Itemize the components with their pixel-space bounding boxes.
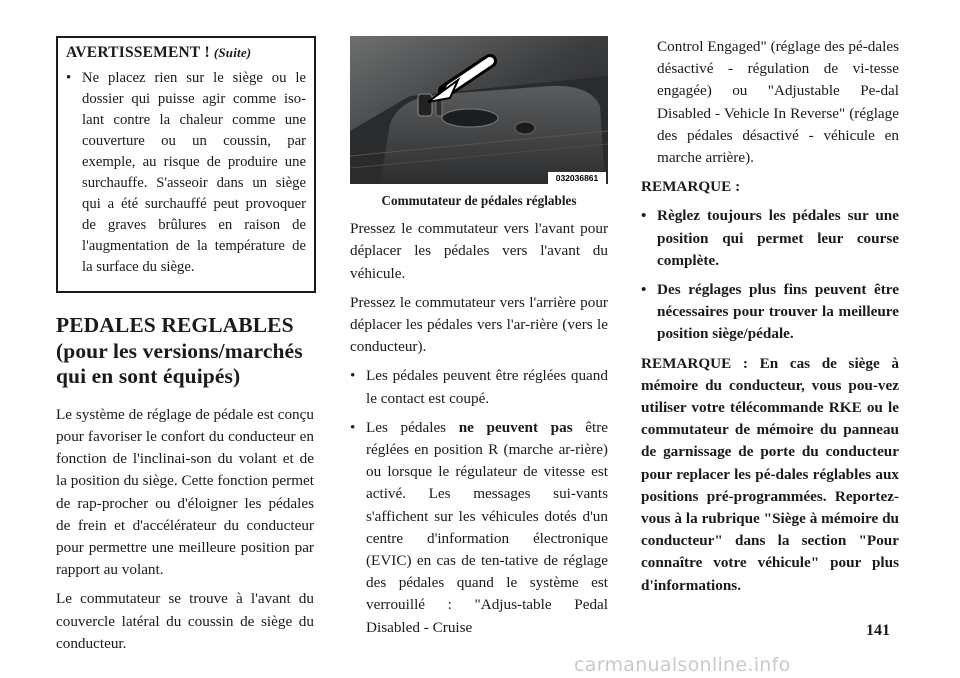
paragraph-backward: Pressez le commutateur vers l'arrière pour déplacer les pédales vers l'ar-rière (vers le conducteur). — [350, 293, 608, 356]
remarque-label: REMARQUE : — [641, 178, 741, 196]
column-right — [641, 36, 899, 604]
warning-suite: (Suite) — [213, 45, 252, 60]
warning-box — [56, 36, 316, 293]
remarque-memory-seat: REMARQUE : En cas de siège à mémoire du conducteur, vous pou-vez utiliser votre télécommande RKE ou le commutateur de mémoire du panneau de garnissage de porte du conducteur pour replacer les pé-dales réglables aux positions pré-programmées. Reportez-vous à la rubrique "Siège à mémoire du conducteur" dans la section "Pour connaître votre véhicule" pour plus d'informations. — [641, 354, 899, 594]
section-heading: PEDALES REGLABLES (pour les versions/marchés qui en sont équipés) — [56, 313, 303, 389]
paragraph-continuation: Control Engaged" (réglage des pé-dales désactivé - régulation de vi-tesse engagée) ou "Adjustable Pe-dal Disabled - Vehicle In Reverse" (réglage des pédales désactivé - véhicule en marche arrière). — [657, 38, 899, 167]
pedal-notes-list — [350, 365, 608, 638]
warning-label: AVERTISSEMENT — [66, 44, 201, 61]
column-middle — [350, 36, 608, 646]
warning-bullet: • Ne placez rien sur le siège ou le dossier qui puisse agir comme iso-lant contre la chaleur comme une couverture ou un coussin, par exemple, au risque de produire une surchauffe. S'asseoir dans un siège qui a été surchauffé peut provoquer de graves brûlures en raison de l'augmentation de la température de la surface du siège. — [66, 68, 306, 278]
warning-list — [66, 68, 306, 278]
photo-code: 032036861 — [555, 173, 599, 183]
photo-caption: Commutateur de pédales réglables — [381, 193, 577, 208]
remarque-bullet-fine: • Des réglages plus fins peuvent être nécessaires pour trouver la meilleure position siège/pédale. — [641, 279, 899, 346]
warning-title — [66, 42, 306, 64]
note-ignition-off: • Les pédales peuvent être réglées quand le contact est coupé. — [350, 365, 608, 409]
seat-switch-photo — [350, 36, 608, 184]
note-cannot-adjust: • Les pédales ne peuvent pas être réglées en position R (marche ar-rière) ou lorsque le régulateur de vitesse est activé. Les messages sui-vants s'affichent sur les véhicules dotés d'un centre d'information électronique (EVIC) en cas de ten-tative de réglage des pédales quand le système est verrouillé : "Adjus-table Pedal Disabled - Cruise — [350, 417, 608, 639]
paragraph-forward: Pressez le commutateur vers l'avant pour déplacer les pédales vers l'avant du véhicule. — [350, 220, 608, 282]
warning-mark: ! — [204, 44, 210, 61]
page-number: 141 — [866, 622, 890, 639]
remarque-list — [641, 205, 899, 345]
paragraph-switch-location: Le commutateur se trouve à l'avant du couvercle latéral du coussin de siège du conducteur. — [56, 590, 314, 652]
watermark: carmanualsonline.info — [574, 654, 791, 676]
remarque-bullet-travel: • Règlez toujours les pédales sur une position qui permet leur course complète. — [641, 205, 899, 272]
seat-switch-illustration — [350, 36, 608, 184]
paragraph-intro: Le système de réglage de pédale est conçu pour favoriser le confort du conducteur en fonction de l'inclinai-son du volant et de la position du siège. Cette fonction permet de rap-procher ou d'éloigner les pédales de frein et d'accélérateur du conducteur pour permettre une meilleure position par rapport au volant. — [56, 405, 314, 579]
column-left — [56, 36, 314, 662]
